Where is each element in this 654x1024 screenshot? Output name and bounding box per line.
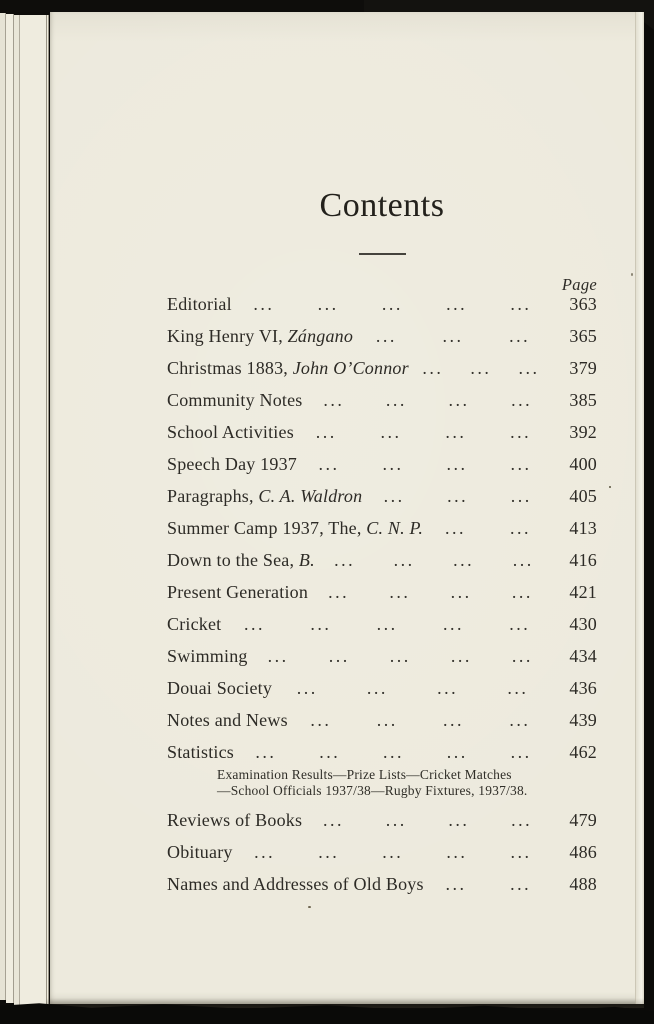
toc-page-number: 416	[569, 550, 597, 570]
dot-group: ...	[422, 358, 444, 378]
toc-page-number: 392	[569, 422, 597, 442]
dot-group: ...	[445, 874, 467, 894]
dot-group: ...	[448, 810, 470, 830]
toc-page-number: 479	[569, 810, 597, 830]
toc-leader-dots	[362, 486, 553, 506]
dot-group: ...	[323, 810, 345, 830]
toc-page-number: 363	[569, 294, 597, 314]
statistics-note	[167, 767, 597, 799]
toc-entry-title: Editorial	[167, 294, 232, 314]
title-divider-rule	[359, 253, 406, 255]
dot-group: ...	[509, 326, 531, 346]
toc-page-number: 434	[569, 646, 597, 666]
toc-page-number: 405	[569, 486, 597, 506]
toc-entry-title: Swimming	[167, 646, 248, 666]
dot-group: ...	[511, 810, 533, 830]
dot-group: ...	[383, 486, 405, 506]
dot-group: ...	[380, 422, 402, 442]
dot-group: ...	[389, 646, 411, 666]
dot-group: ...	[382, 454, 404, 474]
dot-group: ...	[470, 358, 492, 378]
dot-group: ...	[510, 486, 532, 506]
toc-row	[167, 742, 597, 762]
dot-group: ...	[376, 710, 398, 730]
dot-group: ...	[509, 614, 531, 634]
dot-group: ...	[510, 294, 532, 314]
toc-page-number: 400	[569, 454, 597, 474]
toc-entry-title: Community Notes	[167, 390, 303, 410]
toc-leader-dots	[315, 550, 553, 570]
dot-group: ...	[383, 742, 404, 762]
dot-group: ...	[315, 422, 337, 442]
dot-group: ...	[255, 742, 277, 762]
toc-leader-dots	[302, 810, 553, 830]
dot-group: ...	[509, 710, 531, 730]
dot-group: ...	[389, 582, 411, 602]
dot-group: ...	[318, 454, 340, 474]
dot-group: ...	[510, 518, 532, 538]
toc-leader-dots	[272, 678, 553, 698]
page-stack-edge	[20, 15, 49, 1007]
toc-entry-title: Names and Addresses of Old Boys	[167, 874, 424, 894]
dot-group: ...	[510, 874, 532, 894]
dot-group: ...	[511, 646, 533, 666]
toc-leader-dots	[233, 842, 553, 862]
toc-leader-dots	[297, 454, 553, 474]
dot-group: ...	[385, 390, 407, 410]
toc-entry-title: Cricket	[167, 614, 222, 634]
dot-group: ...	[381, 294, 403, 314]
dot-group: ...	[447, 486, 469, 506]
toc-entry-title: Present Generation	[167, 582, 309, 602]
dot-group: ...	[393, 550, 415, 570]
dot-group: ...	[366, 678, 388, 698]
page-stack-edge	[6, 14, 14, 1003]
toc-row	[167, 874, 597, 894]
dot-group: ...	[442, 614, 464, 634]
toc-leader-dots	[248, 646, 553, 666]
toc-entry-title: King Henry VI, Zángano	[167, 326, 354, 346]
page-edge-highlight	[635, 12, 644, 1004]
toc-leader-dots	[353, 326, 553, 346]
dot-group: ...	[445, 422, 467, 442]
right-binding-strip	[644, 0, 654, 1024]
dot-group: ...	[385, 810, 407, 830]
toc-row	[167, 486, 597, 506]
book-page	[50, 12, 644, 1004]
dot-group: ...	[511, 390, 533, 410]
toc-entry-title: Speech Day 1937	[167, 454, 297, 474]
toc-page-number: 421	[569, 582, 597, 602]
dot-group: ...	[296, 678, 318, 698]
dot-group: ...	[510, 422, 532, 442]
dot-group: ...	[254, 842, 276, 862]
toc-entry-title: Statistics	[167, 742, 235, 762]
toc-page-number: 385	[569, 390, 597, 410]
toc-row	[167, 454, 597, 474]
toc-leader-dots	[424, 874, 553, 894]
toc-entry-title: Down to the Sea, B.	[167, 550, 315, 570]
toc-row	[167, 518, 597, 538]
dot-group: ...	[511, 582, 533, 602]
dot-group: ...	[310, 710, 332, 730]
dot-group: ...	[512, 550, 534, 570]
toc-row	[167, 326, 597, 346]
page-title: Contents	[319, 187, 445, 224]
dot-group: ...	[376, 614, 398, 634]
toc-leader-dots	[308, 582, 553, 602]
toc-entry-author: B.	[298, 550, 315, 570]
toc-entry-author: C. N. P.	[366, 518, 424, 538]
dot-group: ...	[437, 678, 459, 698]
toc-row	[167, 422, 597, 442]
toc-leader-dots	[294, 422, 553, 442]
toc-page-number: 413	[569, 518, 597, 538]
toc-row	[167, 842, 597, 862]
toc-row	[167, 294, 597, 314]
toc-page-number: 439	[569, 710, 597, 730]
contents-text-column	[167, 12, 597, 906]
toc-entry-author: Zángano	[287, 326, 354, 346]
dot-group: ...	[334, 550, 356, 570]
dot-group: ...	[445, 518, 467, 538]
toc-entry-title: Summer Camp 1937, The, C. N. P.	[167, 518, 424, 538]
dot-group: ...	[375, 326, 397, 346]
toc-entry-title: Notes and News	[167, 710, 288, 730]
toc-row	[167, 582, 597, 602]
dot-group: ...	[507, 678, 529, 698]
toc-entry-title: Reviews of Books	[167, 810, 303, 830]
dot-group: ...	[446, 842, 468, 862]
dot-group: ...	[267, 646, 289, 666]
toc-row	[167, 550, 597, 570]
dot-group: ...	[446, 454, 468, 474]
toc-leader-dots	[303, 390, 553, 410]
dot-group: ...	[317, 294, 339, 314]
toc-entry-title: Paragraphs, C. A. Waldron	[167, 486, 363, 506]
dot-group: ...	[518, 358, 540, 378]
toc-page-number: 436	[569, 678, 597, 698]
toc-row	[167, 710, 597, 730]
toc-row	[167, 358, 597, 378]
toc-row	[167, 614, 597, 634]
toc-entry-title: Obituary	[167, 842, 233, 862]
dot-group: ...	[323, 390, 345, 410]
note-line: —School Officials 1937/38—Rugby Fixtures, 1937/38.	[217, 783, 528, 798]
toc-entry-author: John O’Connor	[292, 358, 409, 378]
dot-group: ...	[382, 842, 404, 862]
dot-group: ...	[442, 326, 464, 346]
toc-entry-title: Christmas 1883, John O’Connor	[167, 358, 409, 378]
toc-entry-title: Douai Society	[167, 678, 273, 698]
toc-row	[167, 646, 597, 666]
dot-group: ...	[310, 614, 332, 634]
dot-group: ...	[318, 842, 340, 862]
ink-speck	[609, 486, 611, 488]
dot-group: ...	[328, 582, 350, 602]
toc-leader-dots	[423, 518, 553, 538]
toc-page-number: 462	[569, 742, 597, 762]
toc-page-number: 379	[569, 358, 597, 378]
toc-row	[167, 810, 597, 830]
dot-group: ...	[443, 710, 465, 730]
toc-page-number: 488	[569, 874, 597, 894]
toc-leader-dots	[234, 742, 553, 762]
toc-entry-title: School Activities	[167, 422, 294, 442]
dot-group: ...	[453, 550, 475, 570]
toc-rows	[167, 294, 597, 894]
dot-group: ...	[446, 742, 468, 762]
toc-leader-dots	[232, 294, 553, 314]
note-line: Examination Results—Prize Lists—Cricket Matches	[217, 767, 512, 782]
dot-group: ...	[510, 842, 532, 862]
page-column-header: Page	[561, 275, 597, 294]
dot-group: ...	[450, 582, 472, 602]
dot-group: ...	[328, 646, 350, 666]
toc-row	[167, 390, 597, 410]
toc-page-number: 365	[569, 326, 597, 346]
toc-leader-dots	[221, 614, 553, 634]
dot-group: ...	[446, 294, 468, 314]
dot-group: ...	[319, 742, 341, 762]
dot-group: ...	[510, 454, 532, 474]
toc-page-number: 430	[569, 614, 597, 634]
dot-group: ...	[450, 646, 472, 666]
toc-leader-dots	[409, 358, 553, 378]
toc-leader-dots	[288, 710, 553, 730]
toc-entry-author: C. A. Waldron	[258, 486, 363, 506]
dot-group: ...	[448, 390, 470, 410]
dot-group: ...	[510, 742, 532, 762]
ink-speck	[308, 906, 311, 908]
dot-group: ...	[244, 614, 266, 634]
dot-group: ...	[253, 294, 275, 314]
toc-row	[167, 678, 597, 698]
ink-speck	[631, 273, 633, 276]
toc-page-number: 486	[569, 842, 597, 862]
